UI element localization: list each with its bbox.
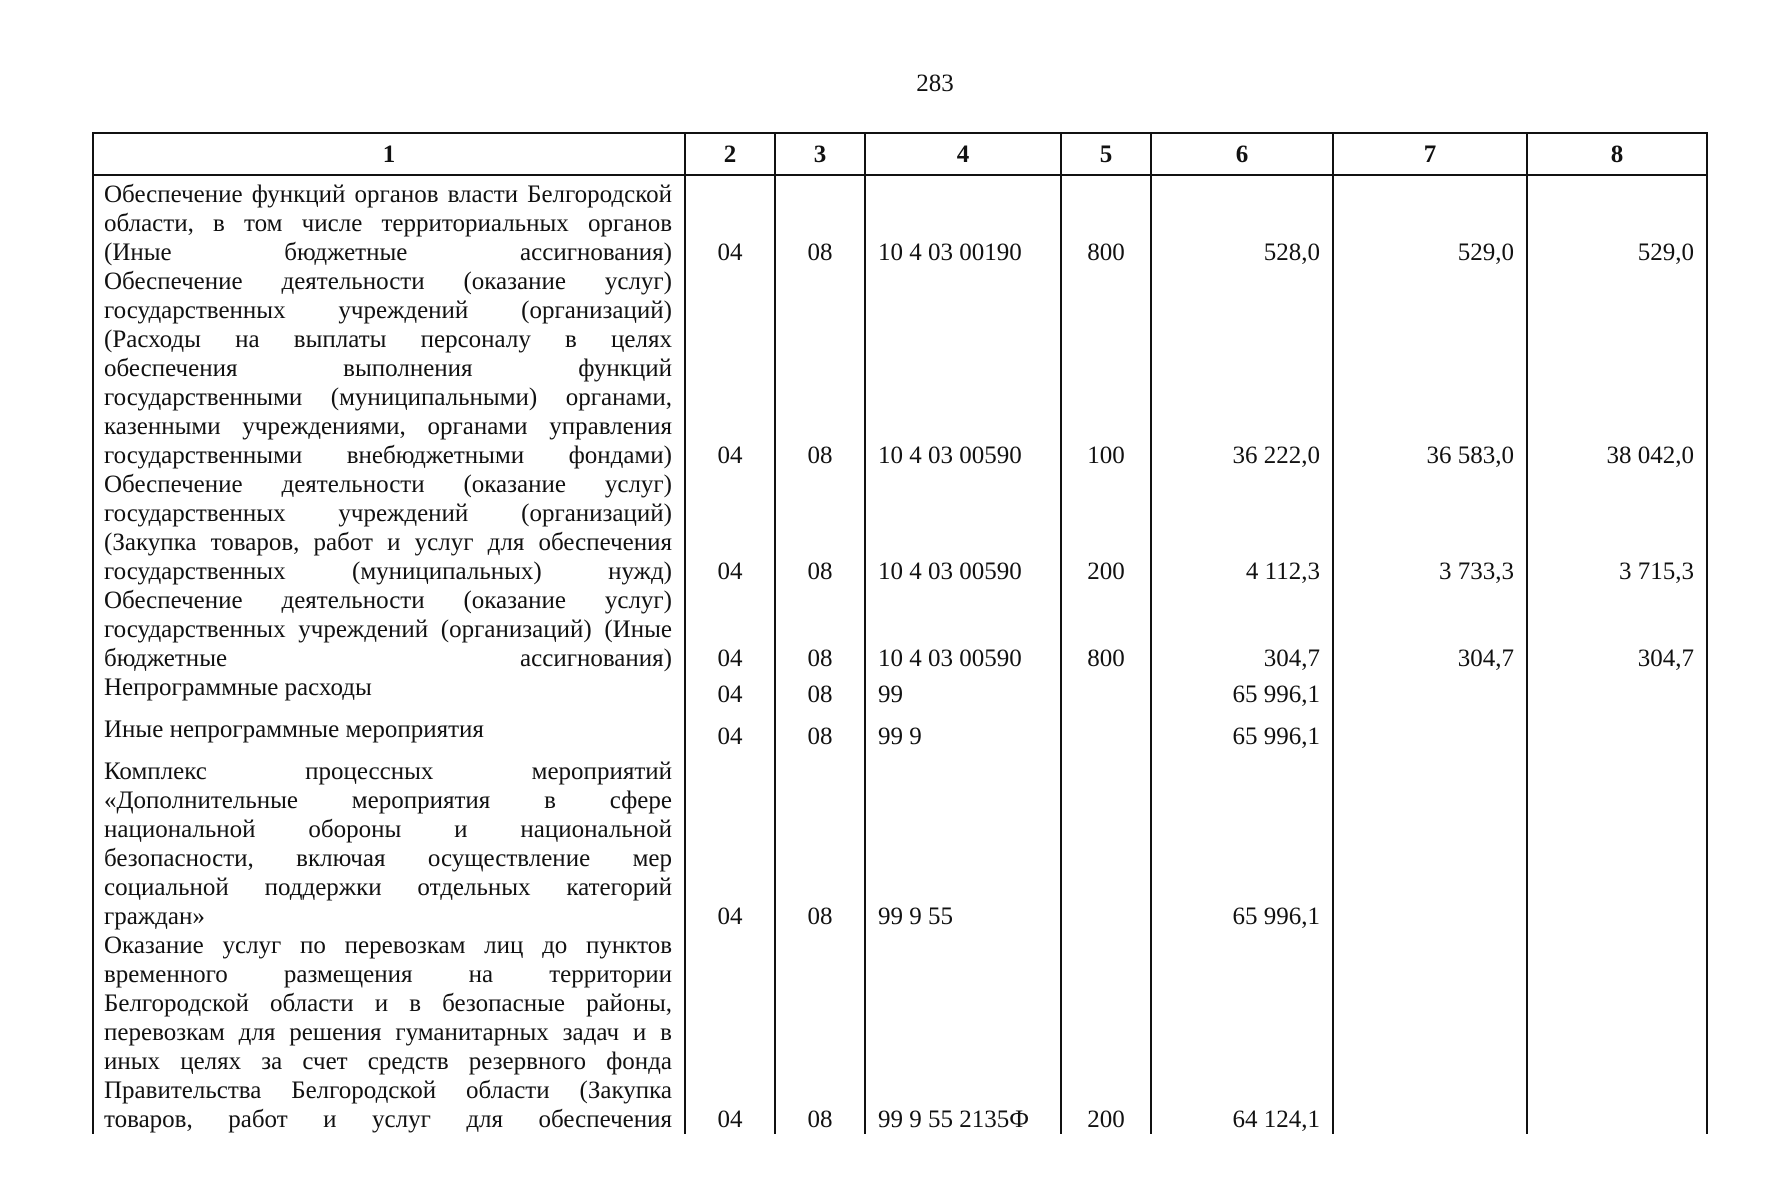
row-amount-col6: 64 124,1 xyxy=(1151,931,1333,1134)
row-amount-col6: 528,0 xyxy=(1151,175,1333,267)
row-amount-col7: 36 583,0 xyxy=(1333,267,1527,470)
row-name: Обеспечение деятельности (оказание услуг) государственных учреждений (организаций) (Расходы на выплаты персоналу в целях обеспечения выполнения функций государственными (муниципальными) органами, казенными учреждениями, органами управления государственными внебюджетными фондами) xyxy=(93,267,685,470)
row-section: 04 xyxy=(685,931,775,1134)
budget-table xyxy=(92,132,1708,1134)
row-name: Непрограммные расходы xyxy=(93,673,685,715)
table-row xyxy=(93,757,1707,931)
row-amount-col8: 529,0 xyxy=(1527,175,1707,267)
row-subsection: 08 xyxy=(775,757,865,931)
row-amount-col8: 38 042,0 xyxy=(1527,267,1707,470)
row-name: Оказание услуг по перевозкам лиц до пунктов временного размещения на территории Белгородской области и в безопасные районы, перевозкам для решения гуманитарных задач и в иных целях за счет средств резервного фонда Правительства Белгородской области (Закупка товаров, работ и услуг для обеспечения xyxy=(93,931,685,1134)
table-row xyxy=(93,931,1707,1134)
row-expense-type: 800 xyxy=(1061,586,1151,673)
header-row xyxy=(93,133,1707,175)
row-amount-col6: 65 996,1 xyxy=(1151,673,1333,715)
row-expense-type xyxy=(1061,715,1151,757)
table-row xyxy=(93,715,1707,757)
row-amount-col7: 3 733,3 xyxy=(1333,470,1527,586)
row-expense-type xyxy=(1061,757,1151,931)
row-section: 04 xyxy=(685,175,775,267)
row-subsection: 08 xyxy=(775,673,865,715)
row-amount-col6: 65 996,1 xyxy=(1151,757,1333,931)
row-amount-col8: 3 715,3 xyxy=(1527,470,1707,586)
page-number: 283 xyxy=(916,70,954,97)
column-header-7: 7 xyxy=(1333,133,1527,175)
row-subsection: 08 xyxy=(775,715,865,757)
row-expense-type: 200 xyxy=(1061,931,1151,1134)
row-amount-col7 xyxy=(1333,757,1527,931)
row-name: Комплекс процессных мероприятий «Дополнительные мероприятия в сфере национальной обороны и национальной безопасности, включая осуществление мер социальной поддержки отдельных категорий граждан» xyxy=(93,757,685,931)
table-row xyxy=(93,175,1707,267)
row-subsection: 08 xyxy=(775,931,865,1134)
row-subsection: 08 xyxy=(775,586,865,673)
column-header-5: 5 xyxy=(1061,133,1151,175)
row-section: 04 xyxy=(685,715,775,757)
row-amount-col7: 304,7 xyxy=(1333,586,1527,673)
row-name: Обеспечение деятельности (оказание услуг) государственных учреждений (организаций) (Закупка товаров, работ и услуг для обеспечения государственных (муниципальных) нужд) xyxy=(93,470,685,586)
row-amount-col7: 529,0 xyxy=(1333,175,1527,267)
column-header-4: 4 xyxy=(865,133,1061,175)
row-target-article: 99 xyxy=(865,673,1061,715)
table-row xyxy=(93,586,1707,673)
table-row xyxy=(93,470,1707,586)
row-amount-col7 xyxy=(1333,673,1527,715)
column-header-3: 3 xyxy=(775,133,865,175)
row-amount-col6: 36 222,0 xyxy=(1151,267,1333,470)
row-target-article: 10 4 03 00190 xyxy=(865,175,1061,267)
table-body xyxy=(93,175,1707,1134)
row-amount-col8 xyxy=(1527,757,1707,931)
row-name: Обеспечение функций органов власти Белгородской области, в том числе территориальных органов (Иные бюджетные ассигнования) xyxy=(93,175,685,267)
row-expense-type: 200 xyxy=(1061,470,1151,586)
row-section: 04 xyxy=(685,757,775,931)
row-amount-col8 xyxy=(1527,931,1707,1134)
column-header-8: 8 xyxy=(1527,133,1707,175)
row-target-article: 99 9 55 xyxy=(865,757,1061,931)
row-section: 04 xyxy=(685,586,775,673)
row-target-article: 10 4 03 00590 xyxy=(865,470,1061,586)
table-row xyxy=(93,267,1707,470)
row-section: 04 xyxy=(685,470,775,586)
table-header xyxy=(93,133,1707,175)
row-expense-type: 800 xyxy=(1061,175,1151,267)
row-target-article: 10 4 03 00590 xyxy=(865,586,1061,673)
row-section: 04 xyxy=(685,673,775,715)
row-amount-col7 xyxy=(1333,931,1527,1134)
row-subsection: 08 xyxy=(775,470,865,586)
row-expense-type xyxy=(1061,673,1151,715)
column-header-1: 1 xyxy=(93,133,685,175)
row-amount-col7 xyxy=(1333,715,1527,757)
row-name: Иные непрограммные мероприятия xyxy=(93,715,685,757)
row-target-article: 99 9 55 2135Ф xyxy=(865,931,1061,1134)
table-row xyxy=(93,673,1707,715)
row-name: Обеспечение деятельности (оказание услуг) государственных учреждений (организаций) (Иные бюджетные ассигнования) xyxy=(93,586,685,673)
row-amount-col8 xyxy=(1527,715,1707,757)
row-subsection: 08 xyxy=(775,267,865,470)
column-header-6: 6 xyxy=(1151,133,1333,175)
row-section: 04 xyxy=(685,267,775,470)
row-subsection: 08 xyxy=(775,175,865,267)
row-target-article: 10 4 03 00590 xyxy=(865,267,1061,470)
row-amount-col8: 304,7 xyxy=(1527,586,1707,673)
row-amount-col6: 304,7 xyxy=(1151,586,1333,673)
row-amount-col8 xyxy=(1527,673,1707,715)
row-expense-type: 100 xyxy=(1061,267,1151,470)
column-header-2: 2 xyxy=(685,133,775,175)
row-amount-col6: 4 112,3 xyxy=(1151,470,1333,586)
row-amount-col6: 65 996,1 xyxy=(1151,715,1333,757)
row-target-article: 99 9 xyxy=(865,715,1061,757)
